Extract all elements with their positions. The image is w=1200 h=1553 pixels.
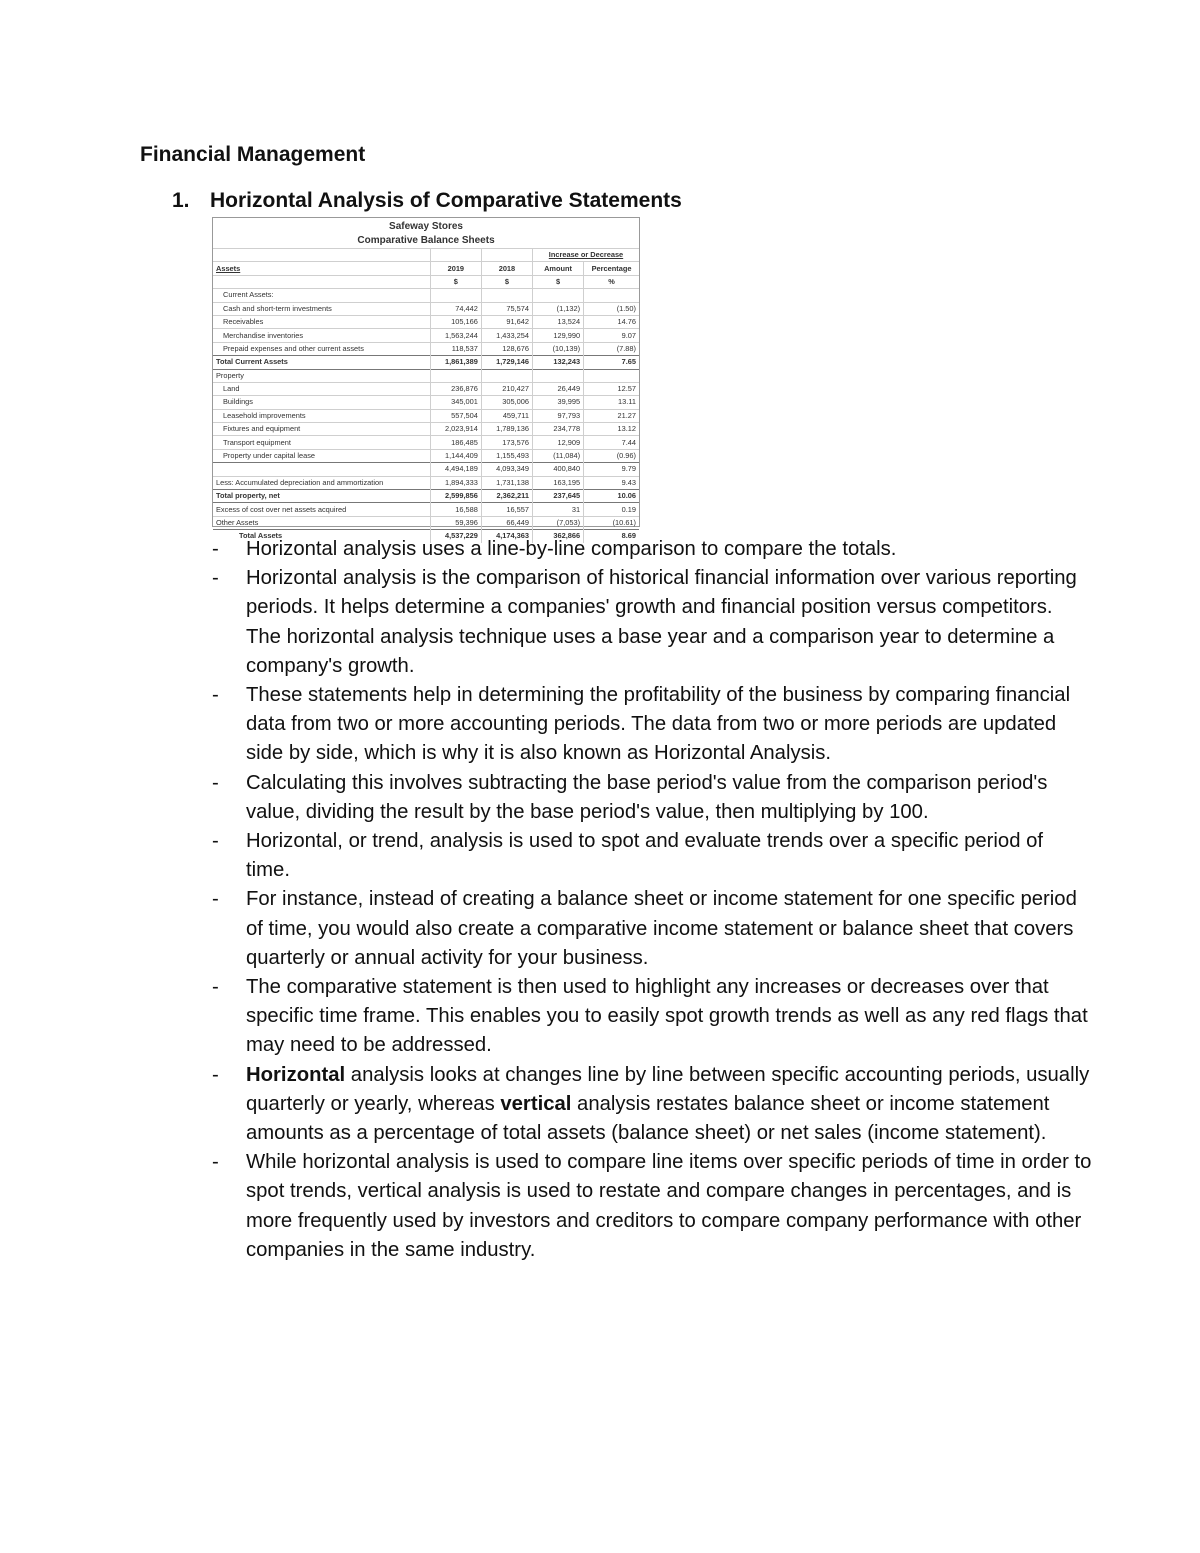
value-2019: 59,396 [430, 516, 481, 529]
change-percentage: 10.06 [584, 490, 639, 503]
list-item [212, 827, 1092, 885]
change-percentage: 7.65 [584, 356, 639, 369]
value-2019: 105,166 [430, 315, 481, 328]
col-header: 2019 [430, 262, 481, 275]
change-percentage: 12.57 [584, 382, 639, 395]
change-percentage: 0.19 [584, 503, 639, 516]
change-percentage: 13.11 [584, 396, 639, 409]
value-2018: 128,676 [481, 342, 532, 355]
table-row [213, 423, 639, 436]
row-label: Prepaid expenses and other current assets [213, 342, 430, 355]
bullet-dash: - [212, 538, 219, 560]
table-row [213, 409, 639, 422]
value-2019: 118,537 [430, 342, 481, 355]
table-row [213, 449, 639, 462]
change-amount: (7,053) [532, 516, 583, 529]
change-amount [532, 369, 583, 382]
table-row [213, 356, 639, 369]
value-2018 [481, 289, 532, 302]
value-2018: 4,174,363 [481, 530, 532, 543]
row-label: Other Assets [213, 516, 430, 529]
list-item [212, 769, 1092, 827]
row-label: Receivables [213, 315, 430, 328]
change-amount: 163,195 [532, 476, 583, 489]
value-2019: 4,494,189 [430, 463, 481, 476]
value-2018: 4,093,349 [481, 463, 532, 476]
change-percentage: 21.27 [584, 409, 639, 422]
change-percentage [584, 369, 639, 382]
bullet-text: These statements help in determining the profitability of the business by comparing financial data from two or more accounting periods. The data from two or more periods are updated side by side, which is why it is also known as Horizontal Analysis. [246, 684, 1071, 765]
value-2019: 2,599,856 [430, 490, 481, 503]
table-row [213, 476, 639, 489]
bullet-emphasis: Horizontal [246, 1063, 346, 1086]
value-2019: 345,001 [430, 396, 481, 409]
value-2018: 66,449 [481, 516, 532, 529]
change-amount: 237,645 [532, 490, 583, 503]
change-percentage: 8.69 [584, 530, 639, 543]
value-2019: 4,537,229 [430, 530, 481, 543]
bullet-list [212, 535, 1092, 1265]
change-percentage: 9.79 [584, 463, 639, 476]
table-row [213, 369, 639, 382]
column-header-row [213, 262, 639, 275]
row-label: Merchandise inventories [213, 329, 430, 342]
bullet-dash: - [212, 1063, 219, 1086]
row-label: Total property, net [213, 490, 430, 503]
bullet-text: analysis looks at changes line by line between specific accounting periods, usually quarterly or yearly, whereas [246, 1063, 1090, 1115]
bullet-dash: - [212, 684, 219, 707]
change-amount: 132,243 [532, 356, 583, 369]
list-item [212, 885, 1092, 973]
bullet-dash: - [212, 771, 219, 794]
change-amount: 39,995 [532, 396, 583, 409]
change-percentage: 9.07 [584, 329, 639, 342]
change-percentage: (0.96) [584, 449, 639, 462]
page-title: Financial Management [140, 143, 366, 166]
value-2019: 186,485 [430, 436, 481, 449]
value-2019: 1,894,333 [430, 476, 481, 489]
value-2018: 91,642 [481, 315, 532, 328]
change-percentage: (7.88) [584, 342, 639, 355]
balance-sheet-company: Safeway Stores [389, 221, 463, 232]
row-label: Property [213, 369, 430, 382]
change-percentage: (10.61) [584, 516, 639, 529]
table-row [213, 342, 639, 355]
table-row [213, 382, 639, 395]
bullet-dash: - [212, 888, 219, 911]
change-amount: 129,990 [532, 329, 583, 342]
row-label: Total Assets [213, 530, 430, 543]
unit-cell: $ [481, 275, 532, 288]
bullet-dash: - [212, 1151, 219, 1174]
unit-cell: % [584, 275, 639, 288]
value-2018: 1,729,146 [481, 356, 532, 369]
unit-cell: $ [532, 275, 583, 288]
value-2018: 1,731,138 [481, 476, 532, 489]
row-label: Cash and short-term investments [213, 302, 430, 315]
table-row [213, 463, 639, 476]
section-number: 1. [172, 189, 190, 212]
value-2019: 74,442 [430, 302, 481, 315]
bullet-dash: - [212, 830, 219, 853]
list-item [212, 535, 1092, 564]
value-2019: 1,563,244 [430, 329, 481, 342]
col-header: Percentage [584, 262, 639, 275]
balance-sheet-title: Comparative Balance Sheets [357, 235, 495, 246]
bullet-text: Horizontal analysis uses a line-by-line comparison to compare the totals. [246, 538, 897, 560]
bullet-text: For instance, instead of creating a balance sheet or income statement for one specific period of time, you would also create a comparative income statement or balance sheet that covers quarterly or annual activity for your business. [246, 888, 1077, 969]
value-2019 [430, 369, 481, 382]
value-2018: 75,574 [481, 302, 532, 315]
list-item [212, 1061, 1092, 1149]
value-2019: 1,861,389 [430, 356, 481, 369]
balance-sheet-table [213, 248, 639, 543]
bullet-text: While horizontal analysis is used to compare line items over specific periods of time in order to spot trends, vertical analysis is used to restate and compare changes in percentages, and is more frequently used by investors and creditors to compare company performance with other companies in the same industry. [246, 1151, 1092, 1261]
row-label: Buildings [213, 396, 430, 409]
table-row [213, 396, 639, 409]
table-row [213, 289, 639, 302]
value-2018: 16,557 [481, 503, 532, 516]
bullet-text: Horizontal analysis is the comparison of historical financial information over various reporting periods. It helps determine a companies' growth and financial position versus competitors. The horizontal analysis technique uses a base year and a comparison year to determine a company's growth. [246, 567, 1077, 677]
change-amount: 234,778 [532, 423, 583, 436]
value-2018: 173,576 [481, 436, 532, 449]
row-label: Current Assets: [213, 289, 430, 302]
bullet-text: The comparative statement is then used to highlight any increases or decreases over that specific time frame. This enables you to easily spot growth trends as well as any red flags that may need to be addressed. [246, 976, 1088, 1057]
bullet-dash: - [212, 567, 219, 590]
change-percentage: 14.76 [584, 315, 639, 328]
change-percentage: 9.43 [584, 476, 639, 489]
row-label: Land [213, 382, 430, 395]
change-percentage: 13.12 [584, 423, 639, 436]
change-amount: (11,084) [532, 449, 583, 462]
section-title: Horizontal Analysis of Comparative Statements [210, 189, 682, 212]
value-2019: 2,023,914 [430, 423, 481, 436]
col-header: 2018 [481, 262, 532, 275]
row-label: Property under capital lease [213, 449, 430, 462]
row-label: Less: Accumulated depreciation and ammortization [213, 476, 430, 489]
value-2019: 1,144,409 [430, 449, 481, 462]
bullet-dash: - [212, 976, 219, 999]
change-amount: 362,866 [532, 530, 583, 543]
row-label: Transport equipment [213, 436, 430, 449]
row-label: Excess of cost over net assets acquired [213, 503, 430, 516]
bullet-text: Horizontal, or trend, analysis is used to spot and evaluate trends over a specific period of time. [246, 830, 1044, 882]
row-label [213, 463, 430, 476]
table-row [213, 436, 639, 449]
group-header-row [213, 249, 639, 262]
row-label: Total Current Assets [213, 356, 430, 369]
value-2018: 210,427 [481, 382, 532, 395]
value-2019: 236,876 [430, 382, 481, 395]
change-percentage: 7.44 [584, 436, 639, 449]
col-header: Assets [213, 262, 430, 275]
table-row [213, 503, 639, 516]
value-2018: 305,006 [481, 396, 532, 409]
balance-sheet-image [212, 217, 640, 541]
change-amount: 13,524 [532, 315, 583, 328]
unit-cell: $ [430, 275, 481, 288]
list-item [212, 973, 1092, 1061]
change-amount [532, 289, 583, 302]
change-amount: 97,793 [532, 409, 583, 422]
bullet-emphasis: vertical [500, 1092, 572, 1115]
table-row [213, 329, 639, 342]
value-2018: 2,362,211 [481, 490, 532, 503]
table-row [213, 490, 639, 503]
change-percentage: (1.50) [584, 302, 639, 315]
value-2018: 1,433,254 [481, 329, 532, 342]
change-amount: 400,840 [532, 463, 583, 476]
change-amount: 31 [532, 503, 583, 516]
group-header: Increase or Decrease [532, 249, 639, 262]
bullet-text: Calculating this involves subtracting the base period's value from the comparison period's value, dividing the result by the base period's value, then multiplying by 100. [246, 771, 1048, 823]
list-item [212, 564, 1092, 681]
change-amount: (10,139) [532, 342, 583, 355]
value-2018 [481, 369, 532, 382]
change-amount: (1,132) [532, 302, 583, 315]
table-row [213, 302, 639, 315]
units-row [213, 275, 639, 288]
value-2019 [430, 289, 481, 302]
change-percentage [584, 289, 639, 302]
table-row [213, 315, 639, 328]
value-2018: 1,155,493 [481, 449, 532, 462]
row-label: Leasehold improvements [213, 409, 430, 422]
change-amount: 26,449 [532, 382, 583, 395]
section-heading [172, 189, 682, 213]
value-2019: 16,588 [430, 503, 481, 516]
value-2019: 557,504 [430, 409, 481, 422]
list-item [212, 1148, 1092, 1265]
bullet-text: analysis restates balance sheet or income statement amounts as a percentage of total assets (balance sheet) or net sales (income statement). [246, 1092, 1050, 1145]
col-header: Amount [532, 262, 583, 275]
list-item [212, 681, 1092, 769]
table-row [213, 516, 639, 529]
value-2018: 459,711 [481, 409, 532, 422]
value-2018: 1,789,136 [481, 423, 532, 436]
row-label: Fixtures and equipment [213, 423, 430, 436]
change-amount: 12,909 [532, 436, 583, 449]
